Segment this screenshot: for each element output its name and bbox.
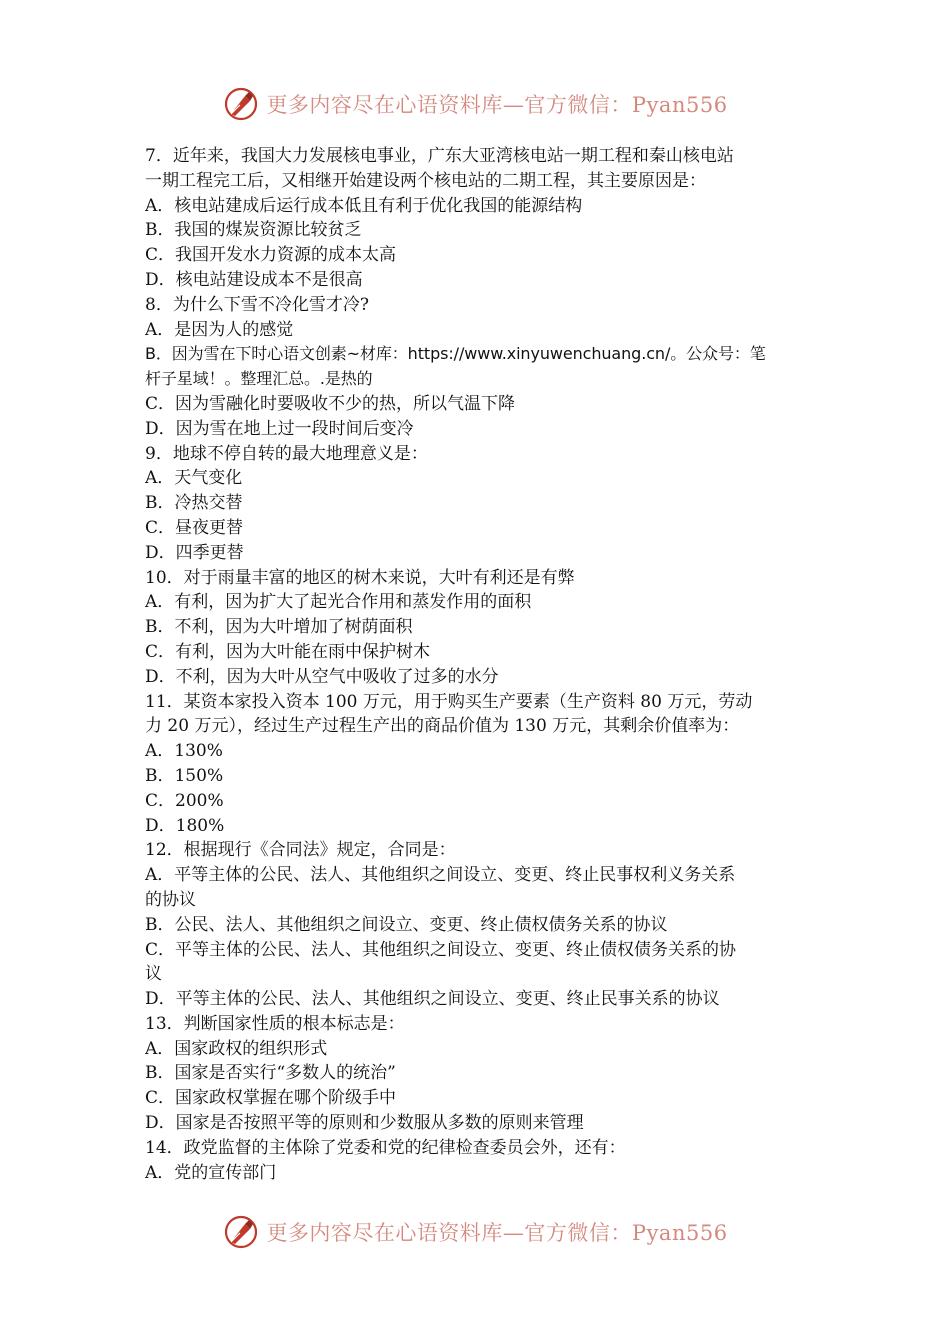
pen-nib-logo-icon <box>222 85 260 123</box>
question-11-option-a: A．130% <box>145 741 223 762</box>
question-7-option-b: B．我国的煤炭资源比较贫乏 <box>145 220 362 241</box>
question-7-stem-line-2: 一期工程完工后，又相继开始建设两个核电站的二期工程，其主要原因是： <box>145 170 706 191</box>
question-9-option-c: C．昼夜更替 <box>145 517 244 538</box>
question-12-option-c-line-2: 议 <box>145 964 162 985</box>
banner-text: 更多内容尽在心语资料库—官方微信：Pyan556 <box>266 1221 728 1245</box>
question-8-stem: 8．为什么下雪不冷化雪才冷? <box>145 294 369 315</box>
question-12-option-a-line-1: A．平等主体的公民、法人、其他组织之间设立、变更、终止民事权利义务关系 <box>145 865 736 886</box>
question-13-option-c: C．国家政权掌握在哪个阶级手中 <box>145 1088 397 1109</box>
question-7-option-a: A．核电站建成后运行成本低且有利于优化我国的能源结构 <box>145 195 583 216</box>
question-14-option-a: A．党的宣传部门 <box>145 1162 277 1183</box>
question-10-option-c: C．有利，因为大叶能在雨中保护树木 <box>145 641 431 662</box>
question-10-option-d: D．不利，因为大叶从空气中吸收了过多的水分 <box>145 666 499 687</box>
question-8-option-a: A．是因为人的感觉 <box>145 319 294 340</box>
question-8-option-c: C．因为雪融化时要吸收不少的热，所以气温下降 <box>145 393 516 414</box>
question-7-option-c: C．我国开发水力资源的成本太高 <box>145 245 397 266</box>
question-12-option-a-line-2: 的协议 <box>145 889 196 910</box>
question-8-option-d: D．因为雪在地上过一段时间后变冷 <box>145 418 414 439</box>
question-13-option-a: A．国家政权的组织形式 <box>145 1038 328 1059</box>
question-9-stem: 9．地球不停自转的最大地理意义是： <box>145 443 428 464</box>
question-11-stem-line-1: 11．某资本家投入资本 100 万元，用于购买生产要素（生产资料 80 万元，劳动 <box>145 691 753 712</box>
question-8-option-b-line-2: 杆子星域！。整理汇总。.是热的 <box>145 369 373 389</box>
question-12-option-c-line-1: C．平等主体的公民、法人、其他组织之间设立、变更、终止债权债务关系的协 <box>145 939 737 960</box>
question-7-option-d: D．核电站建设成本不是很高 <box>145 269 363 290</box>
question-11-option-d: D．180% <box>145 815 225 836</box>
question-12-option-b: B．公民、法人、其他组织之间设立、变更、终止债权债务关系的协议 <box>145 914 668 935</box>
question-13-option-b: B．国家是否实行“多数人的统治” <box>145 1063 396 1084</box>
question-12-stem: 12．根据现行《合同法》规定，合同是： <box>145 840 456 861</box>
question-11-option-c: C．200% <box>145 790 224 811</box>
question-8-option-b-line-1: B．因为雪在下时心语文创素~材库：https://www.xinyuwenchuang.cn/。公众号：笔 <box>145 344 766 364</box>
banner-text: 更多内容尽在心语资料库—官方微信：Pyan556 <box>266 93 728 117</box>
question-9-option-d: D．四季更替 <box>145 542 244 563</box>
footer-banner <box>0 1212 950 1252</box>
header-banner <box>0 84 950 124</box>
pen-nib-logo-icon <box>222 1213 260 1251</box>
question-12-option-d: D．平等主体的公民、法人、其他组织之间设立、变更、终止民事关系的协议 <box>145 989 720 1010</box>
question-11-stem-line-2: 力 20 万元），经过生产过程生产出的商品价值为 130 万元，其剩余价值率为： <box>145 716 740 737</box>
question-list <box>145 144 813 1185</box>
question-11-option-b: B．150% <box>145 765 224 786</box>
question-13-option-d: D．国家是否按照平等的原则和少数服从多数的原则来管理 <box>145 1113 584 1134</box>
question-13-stem: 13．判断国家性质的根本标志是： <box>145 1013 405 1034</box>
question-10-option-b: B．不利，因为大叶增加了树荫面积 <box>145 617 413 638</box>
question-9-option-b: B．冷热交替 <box>145 493 243 514</box>
question-7-stem-line-1: 7．近年来，我国大力发展核电事业，广东大亚湾核电站一期工程和秦山核电站 <box>145 146 734 166</box>
question-14-stem: 14．政党监督的主体除了党委和党的纪律检查委员会外，还有： <box>145 1137 626 1158</box>
question-9-option-a: A．天气变化 <box>145 468 243 489</box>
question-10-stem: 10．对于雨量丰富的地区的树木来说，大叶有利还是有弊 <box>145 567 575 588</box>
question-10-option-a: A．有利，因为扩大了起光合作用和蒸发作用的面积 <box>145 592 532 613</box>
